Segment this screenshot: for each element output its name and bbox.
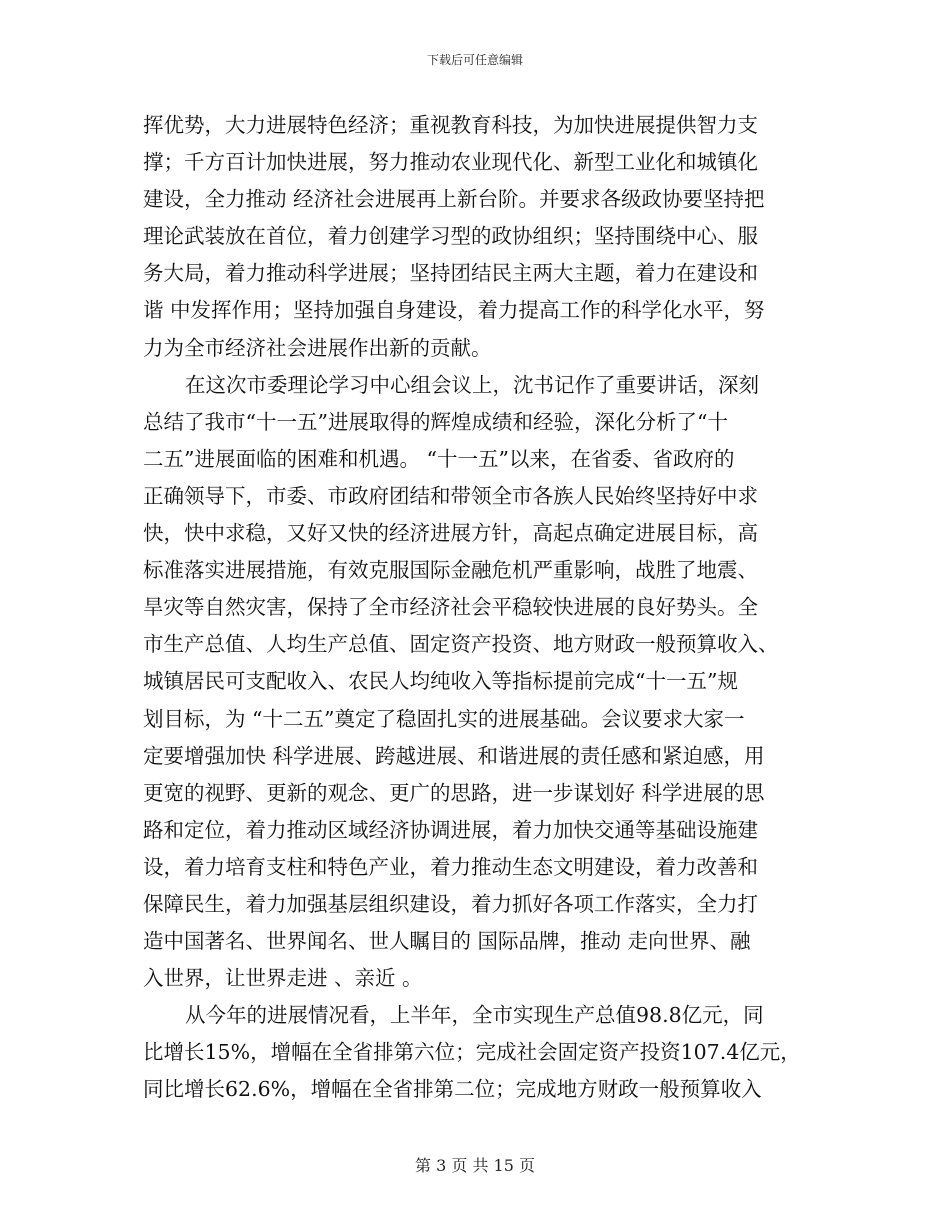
page-header: 下载后可任意编辑 bbox=[426, 53, 523, 67]
text-line: 城镇居民可支配收入、农民人均纯收入等指标提前完成“十一五”规 bbox=[143, 669, 738, 694]
text-line: 快，快中求稳，又好又快的经济进展方针，高起点确定进展目标，高 bbox=[143, 521, 758, 546]
text-line: 保障民生，着力加强基层组织建设，着力抓好各项工作落实，全力打 bbox=[143, 891, 758, 916]
text-line: 挥优势，大力进展特色经济；重视教育科技，为加快进展提供智力支 bbox=[143, 113, 758, 137]
text-line: 定要增强加快 科学进展、跨越进展、和谐进展的责任感和紧迫感，用 bbox=[143, 743, 765, 768]
text-line: 市生产总值、人均生产总值、固定资产投资、地方财政一般预算收入、 bbox=[143, 632, 779, 657]
text-line: 标准落实进展措施，有效克服国际金融危机严重影响，战胜了地震、 bbox=[143, 558, 758, 583]
text-line: 谐 中发挥作用；坚持加强自身建设，着力提高工作的科学化水平，努 bbox=[143, 298, 765, 323]
text-line: 划目标，为 “十二五”奠定了稳固扎实的进展基础。会议要求大家一 bbox=[143, 706, 745, 731]
text-line: 路和定位，着力推动区域经济协调进展，着力加快交通等基础设施建 bbox=[143, 817, 758, 842]
text-line: 同比增长62.6%，增幅在全省排第二位；完成地方财政一般预算收入 bbox=[143, 1077, 762, 1102]
text-line: 力为全市经济社会进展作出新的贡献。 bbox=[143, 335, 492, 360]
text-line: 二五”进展面临的困难和机遇。 “十一五”以来，在省委、省政府的 bbox=[143, 446, 735, 471]
text-line: 比增长15%，增幅在全省排第六位；完成社会固定资产投资107.4亿元， bbox=[143, 1040, 801, 1065]
text-line: 总结了我市“十一五”进展取得的辉煌成绩和经验，深化分析了“十 bbox=[143, 409, 728, 434]
text-line: 设，着力培育支柱和特色产业，着力推动生态文明建设，着力改善和 bbox=[143, 854, 758, 879]
text-line: 旱灾等自然灾害，保持了全市经济社会平稳较快进展的良好势头。全 bbox=[143, 595, 758, 620]
text-line: 正确领导下，市委、市政府团结和带领全市各族人民始终坚持好中求 bbox=[143, 483, 758, 508]
text-line: 入世界，让世界走进 、亲近 。 bbox=[143, 966, 423, 991]
text-line: 理论武装放在首位，着力创建学习型的政协组织；坚持围绕中心、服 bbox=[143, 224, 758, 249]
document-body bbox=[143, 107, 813, 1109]
text-line: 务大局，着力推动科学进展；坚持团结民主两大主题，着力在建设和 bbox=[143, 261, 758, 286]
paragraph-first-line: 从今年的进展情况看，上半年，全市实现生产总值98.8亿元，同 bbox=[185, 1003, 764, 1028]
text-line: 建设，全力推动 经济社会进展再上新台阶。并要求各级政协要坚持把 bbox=[143, 187, 765, 212]
text-line: 造中国著名、世界闻名、世人瞩目的 国际品牌，推动 走向世界、融 bbox=[143, 929, 751, 954]
paragraph-first-line: 在这次市委理论学习中心组会议上，沈书记作了重要讲话，深刻 bbox=[185, 372, 759, 397]
text-line: 更宽的视野、更新的观念、更广的思路，进一步谋划好 科学进展的思 bbox=[143, 780, 765, 805]
page-number-footer: 第 3 页 共 15 页 bbox=[415, 1156, 535, 1175]
text-line: 撑；千方百计加快进展，努力推动农业现代化、新型工业化和城镇化 bbox=[143, 150, 758, 175]
